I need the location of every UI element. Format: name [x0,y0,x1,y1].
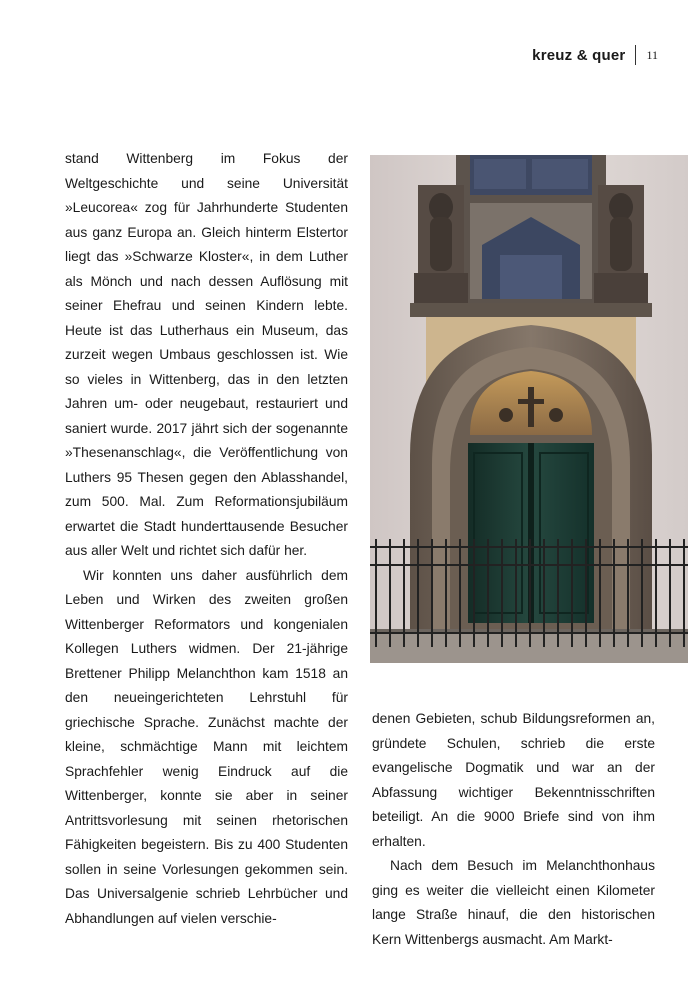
left-text-column [65,147,348,931]
page-number: 11 [646,47,658,62]
paragraph: Wir konnten uns daher ausführlich dem Leben und Wirken des zweiten großen Wittenberger Reformators und kongenialen Kollegen Luthers widmen. Der 21-jährige Brettener Philipp Melanchthon kam 1518 an den neueingerichteten Lehrstuhl für griechische Sprache. Zunächst machte der kleine, schmächtige Mann mit leichtem Sprachfehler wenig Eindruck auf die Wittenberger, konnte sie aber in seiner Antrittsvorlesung mit seinen rhetorischen Fähigkeiten begeistern. Bis zu 400 Studenten sollen in seine Vorlesungen gekommen sein. Das Universalgenie schrieb Lehrbücher und Abhandlungen auf vielen verschie- [65,567,348,926]
paragraph: Nach dem Besuch im Melanchthonhaus ging es weiter die vielleicht einen Kilometer lange Straße hinauf, die den historischen Kern Wittenbergs ausmacht. Am Markt- [372,858,655,947]
section-title: kreuz & quer [532,46,626,64]
right-text-column [372,707,655,952]
cornice [410,303,652,317]
paragraph: denen Gebieten, schub Bildungsreformen an, gründete Schulen, schrieb die erste evangelische Dogmatik und war an der Abfassung wichtiger Bekenntnisschriften beteiligt. An die 9000 Briefe sind von ihm erhalten. [372,711,655,849]
paragraph: stand Wittenberg im Fokus der Weltgeschichte und seine Universität »Leucorea« zog für Jahrhunderte Studenten aus ganz Europa an. Gleich hinterm Elstertor liegt das »Schwarze Kloster«, in dem Luther als Mönch und nach dessen Auflösung mit seiner Ehefrau und seinen Kindern lebte. Heute ist das Lutherhaus ein Museum, das zurzeit wegen Umbaus geschlossen ist. Wie so vieles in Wittenberg, das in den letzten Jahren um- oder neugebaut, restauriert und saniert wurde. 2017 jährt sich der sogenannte »Thesenanschlag«, die Veröffentlichung von Luthers 95 Thesen gegen den Ablasshandel, zum 500. Mal. Zum Reformationsjubiläum erwartet die Stadt hunderttausende Besucher aus aller Welt und richtet sich dafür her. [65,151,348,558]
church-portal-photo [370,155,688,663]
header-divider [635,45,636,65]
running-header [532,42,658,68]
